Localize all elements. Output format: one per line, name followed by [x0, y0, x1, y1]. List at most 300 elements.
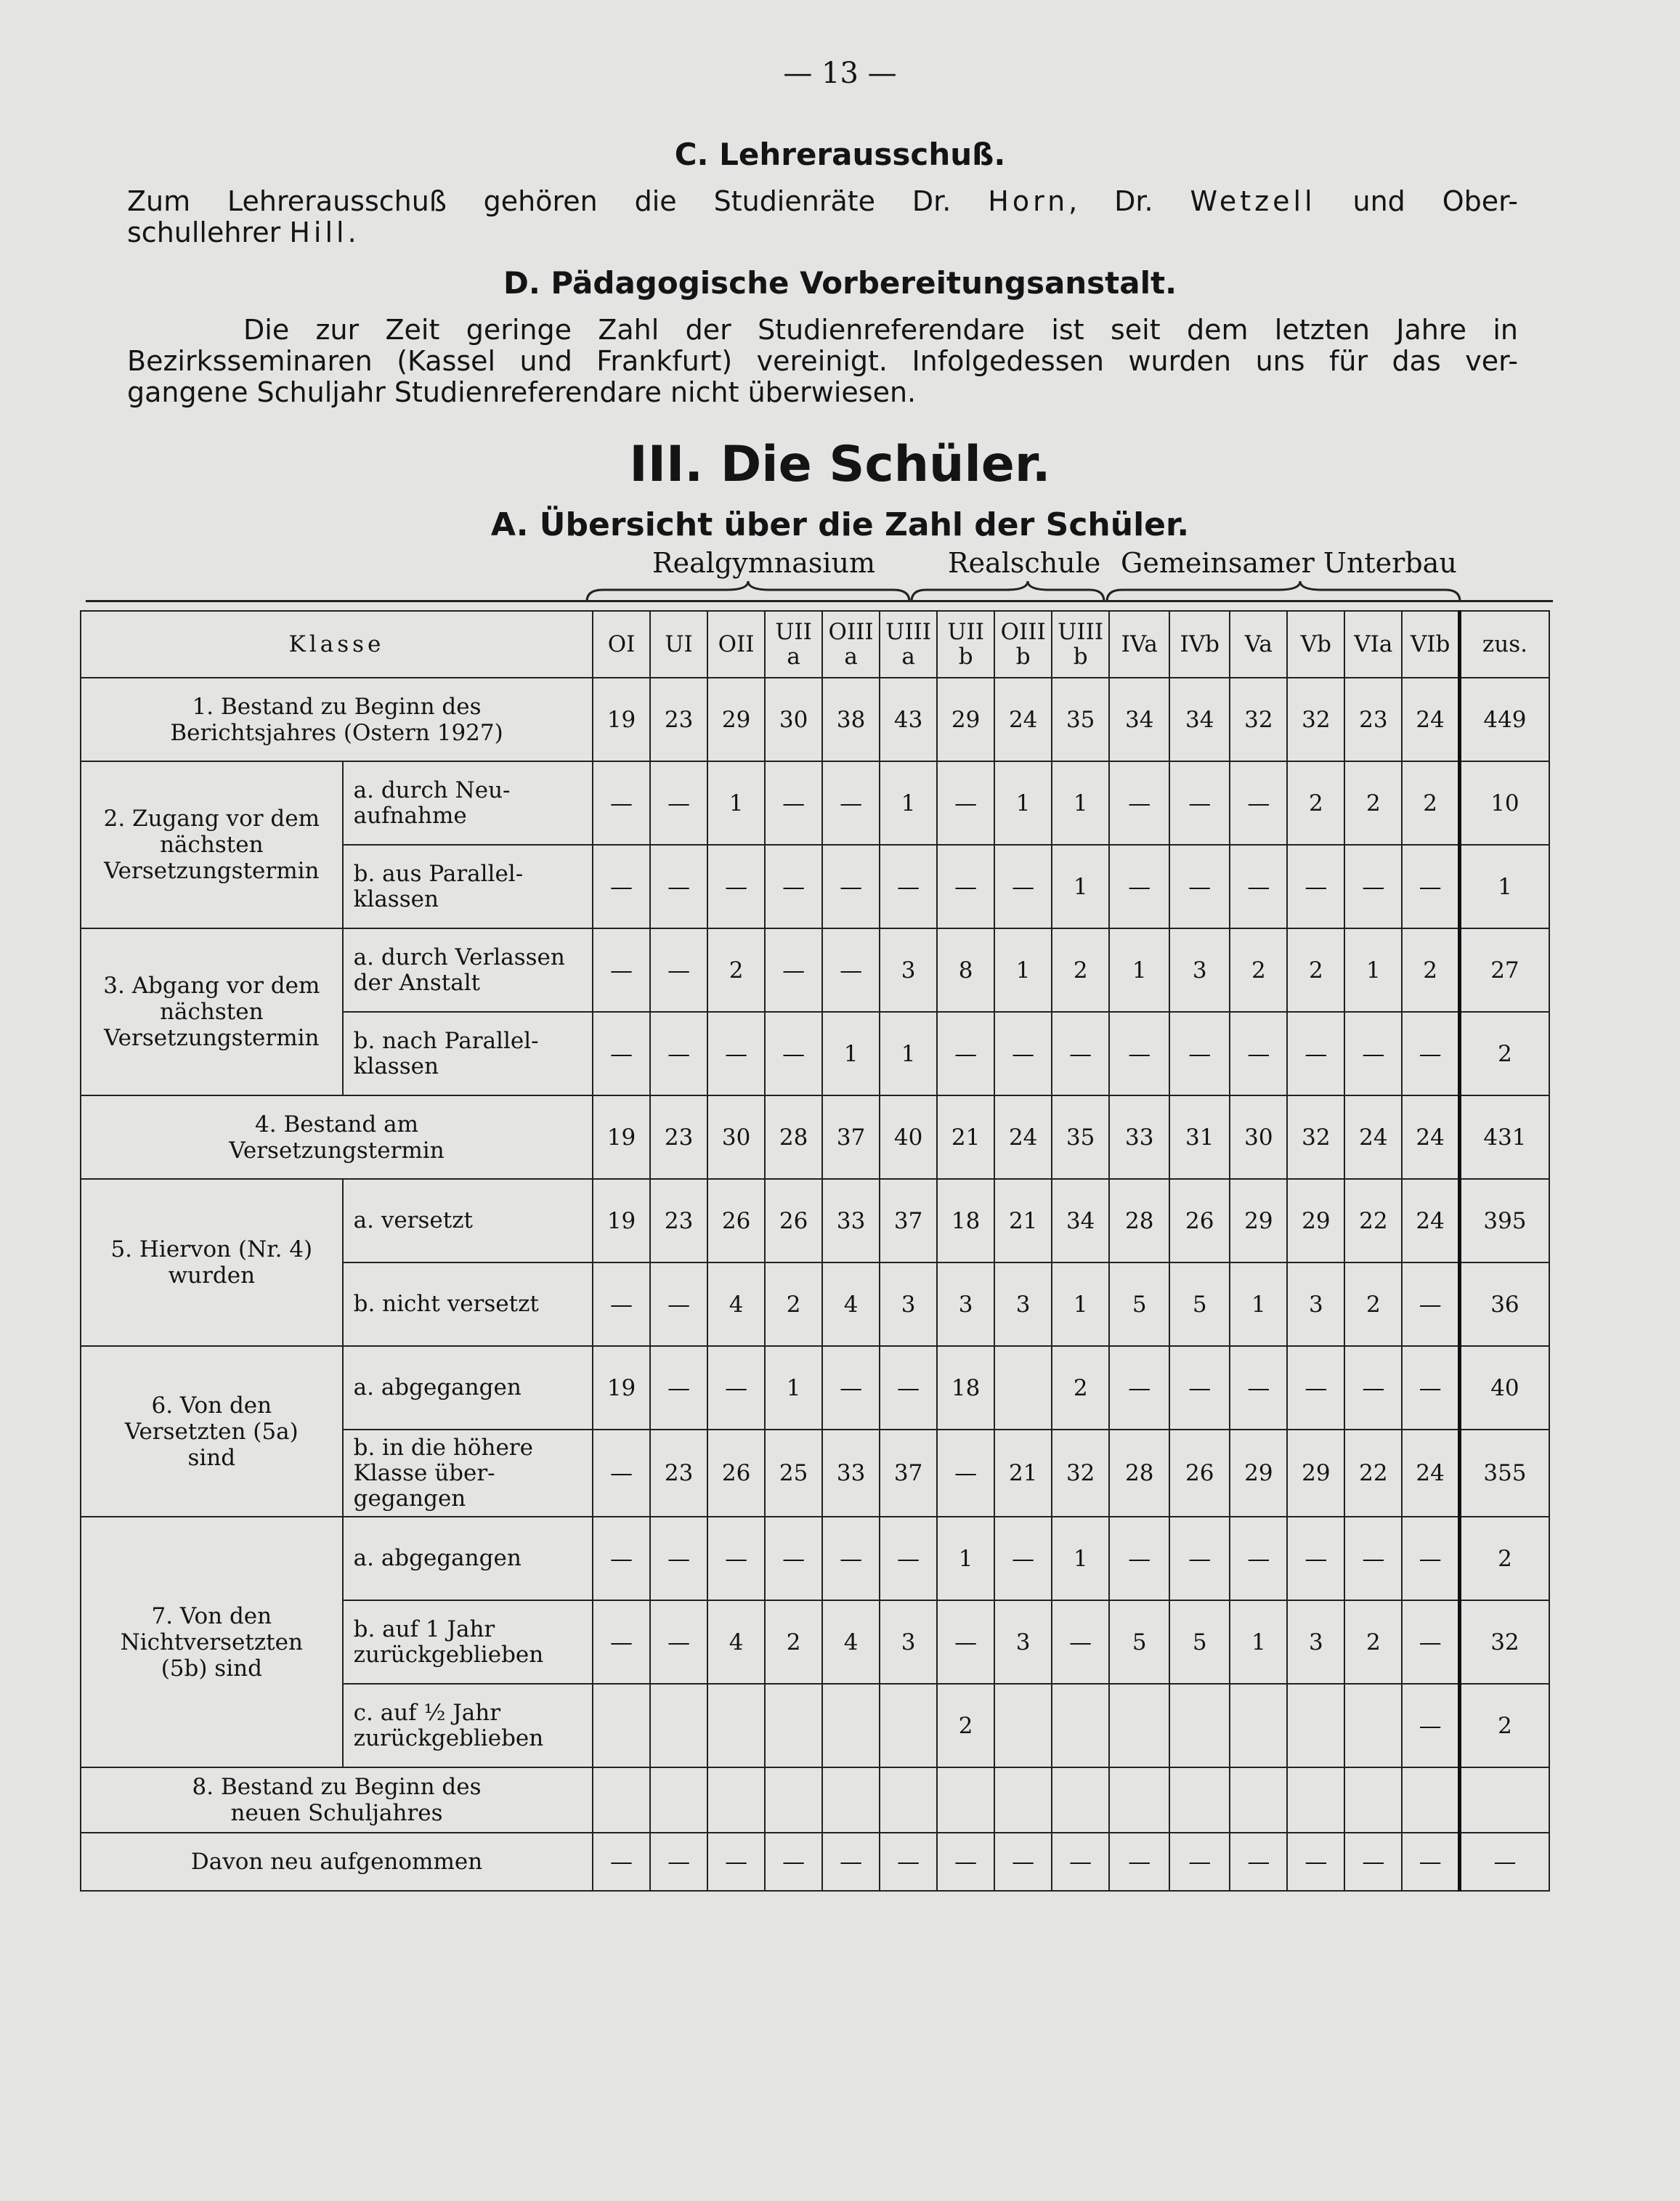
value-cell: 24 [994, 1095, 1052, 1179]
section-c-line-1: Zum Lehrerausschuß gehören die Studienräte Dr. Horn, Dr. Wetzell und Ober- [127, 185, 1519, 217]
value-cell: — [1109, 761, 1169, 845]
value-cell: 4 [822, 1262, 880, 1346]
value-cell: — [994, 1833, 1052, 1891]
value-cell: 3 [880, 1262, 937, 1346]
value-cell: — [937, 845, 994, 928]
row-label: 5. Hiervon (Nr. 4) wurden [81, 1179, 343, 1346]
value-cell: 1 [707, 761, 765, 845]
value-cell: 23 [1344, 678, 1402, 761]
row-label: 7. Von den Nichtversetzten (5b) sind [81, 1517, 343, 1767]
value-cell: 19 [593, 1346, 650, 1430]
value-cell: — [650, 1517, 707, 1600]
value-cell: 28 [765, 1095, 822, 1179]
value-cell: — [650, 1833, 707, 1891]
col-header: UIII a [880, 611, 937, 678]
value-cell: 1 [1052, 845, 1109, 928]
value-cell: 33 [822, 1430, 880, 1517]
value-cell [765, 1767, 822, 1833]
total-cell [1459, 1767, 1549, 1833]
value-cell: 21 [937, 1095, 994, 1179]
total-cell: 2 [1459, 1012, 1549, 1095]
value-cell: 2 [1287, 928, 1344, 1012]
col-header: OI [593, 611, 650, 678]
value-cell: 28 [1109, 1179, 1169, 1262]
value-cell: — [1230, 1012, 1287, 1095]
value-cell: 3 [1287, 1262, 1344, 1346]
value-cell: 28 [1109, 1430, 1169, 1517]
value-cell [1052, 1767, 1109, 1833]
value-cell: — [880, 1346, 937, 1430]
value-cell: — [1402, 845, 1459, 928]
value-cell: 4 [707, 1600, 765, 1684]
value-cell: 2 [1402, 761, 1459, 845]
value-cell [765, 1684, 822, 1767]
student-count-table [80, 610, 1550, 1892]
value-cell: 26 [707, 1179, 765, 1262]
value-cell: 3 [937, 1262, 994, 1346]
value-cell: — [650, 1600, 707, 1684]
value-cell: 5 [1169, 1600, 1230, 1684]
value-cell: 29 [937, 678, 994, 761]
col-header: OIII a [822, 611, 880, 678]
value-cell: — [707, 1346, 765, 1430]
value-cell: — [593, 1833, 650, 1891]
value-cell: 2 [1344, 1600, 1402, 1684]
value-cell: — [1169, 1012, 1230, 1095]
total-cell: 36 [1459, 1262, 1549, 1346]
value-cell: — [650, 1346, 707, 1430]
value-cell: — [937, 1012, 994, 1095]
value-cell: 1 [1230, 1600, 1287, 1684]
value-cell [1344, 1767, 1402, 1833]
value-cell: — [822, 1517, 880, 1600]
value-cell: 2 [707, 928, 765, 1012]
value-cell: — [1402, 1600, 1459, 1684]
row-label: 8. Bestand zu Beginn des neuen Schuljahres [81, 1767, 593, 1833]
value-cell: 29 [707, 678, 765, 761]
value-cell [593, 1684, 650, 1767]
row-sublabel: b. aus Parallel- klassen [343, 845, 593, 928]
value-cell: 2 [1402, 928, 1459, 1012]
value-cell: 3 [994, 1600, 1052, 1684]
total-cell: 355 [1459, 1430, 1549, 1517]
value-cell: — [707, 1517, 765, 1600]
value-cell: 1 [1052, 761, 1109, 845]
value-cell [880, 1767, 937, 1833]
row-sublabel: b. auf 1 Jahr zurückgeblieben [343, 1600, 593, 1684]
value-cell: 34 [1109, 678, 1169, 761]
total-cell: 1 [1459, 845, 1549, 928]
col-header: UIII b [1052, 611, 1109, 678]
row-sublabel: a. durch Verlassen der Anstalt [343, 928, 593, 1012]
value-cell: — [650, 1262, 707, 1346]
value-cell: — [593, 1262, 650, 1346]
value-cell: 23 [650, 1095, 707, 1179]
total-cell: — [1459, 1833, 1549, 1891]
value-cell: — [1402, 1346, 1459, 1430]
col-header: UII b [937, 611, 994, 678]
value-cell: 30 [765, 678, 822, 761]
value-cell [1287, 1684, 1344, 1767]
section-d-line-3: gangene Schuljahr Studienreferendare nicht überwiesen. [127, 376, 917, 408]
value-cell: 1 [1052, 1517, 1109, 1600]
value-cell: 1 [1344, 928, 1402, 1012]
value-cell: 18 [937, 1346, 994, 1430]
value-cell: 1 [1052, 1262, 1109, 1346]
col-header: Va [1230, 611, 1287, 678]
table-row [81, 928, 1549, 1012]
value-cell: 18 [937, 1179, 994, 1262]
value-cell [650, 1767, 707, 1833]
col-header: Vb [1287, 611, 1344, 678]
value-cell: — [1109, 1833, 1169, 1891]
value-cell: — [1287, 1833, 1344, 1891]
col-header: UI [650, 611, 707, 678]
value-cell: 19 [593, 1095, 650, 1179]
value-cell: — [707, 845, 765, 928]
value-cell: — [1287, 1517, 1344, 1600]
group-gemeinsamer-unterbau: Gemeinsamer Unterbau [1121, 547, 1457, 579]
table-row [81, 1517, 1549, 1600]
value-cell [1109, 1684, 1169, 1767]
value-cell: 19 [593, 1179, 650, 1262]
total-cell: 2 [1459, 1684, 1549, 1767]
value-cell: — [1344, 1346, 1402, 1430]
value-cell: 2 [1230, 928, 1287, 1012]
value-cell: — [1344, 1012, 1402, 1095]
table-row [81, 1095, 1549, 1179]
value-cell: 21 [994, 1179, 1052, 1262]
value-cell: 2 [1344, 1262, 1402, 1346]
row-sublabel: a. abgegangen [343, 1517, 593, 1600]
col-header: OIII b [994, 611, 1052, 678]
value-cell [994, 1767, 1052, 1833]
value-cell: — [994, 1012, 1052, 1095]
value-cell: — [765, 761, 822, 845]
value-cell: — [1052, 1600, 1109, 1684]
table-row [81, 1767, 1549, 1833]
value-cell: — [1344, 845, 1402, 928]
col-header: UII a [765, 611, 822, 678]
value-cell: 33 [822, 1179, 880, 1262]
row-label: 1. Bestand zu Beginn des Berichtsjahres (Ostern 1927) [81, 678, 593, 761]
value-cell [593, 1767, 650, 1833]
value-cell: 3 [994, 1262, 1052, 1346]
value-cell: — [765, 845, 822, 928]
value-cell: — [650, 761, 707, 845]
value-cell: 23 [650, 678, 707, 761]
value-cell: 22 [1344, 1179, 1402, 1262]
value-cell: 29 [1287, 1430, 1344, 1517]
value-cell: — [937, 761, 994, 845]
value-cell: — [1230, 761, 1287, 845]
row-label: Davon neu aufgenommen [81, 1833, 593, 1891]
value-cell: 37 [880, 1430, 937, 1517]
table-row [81, 1179, 1549, 1262]
value-cell: 24 [1402, 1095, 1459, 1179]
value-cell: 43 [880, 678, 937, 761]
value-cell [1287, 1767, 1344, 1833]
value-cell: 1 [994, 928, 1052, 1012]
value-cell [994, 1346, 1052, 1430]
value-cell [707, 1767, 765, 1833]
total-cell: 449 [1459, 678, 1549, 761]
value-cell: 1 [937, 1517, 994, 1600]
value-cell: 19 [593, 678, 650, 761]
value-cell: 2 [937, 1684, 994, 1767]
value-cell: 32 [1230, 678, 1287, 761]
value-cell: — [593, 1012, 650, 1095]
total-cell: 40 [1459, 1346, 1549, 1430]
value-cell: 29 [1230, 1430, 1287, 1517]
row-label: 3. Abgang vor dem nächsten Versetzungstermin [81, 928, 343, 1095]
row-sublabel: a. versetzt [343, 1179, 593, 1262]
value-cell: — [1402, 1833, 1459, 1891]
row-label: 6. Von den Versetzten (5a) sind [81, 1346, 343, 1517]
value-cell: — [994, 1517, 1052, 1600]
value-cell: — [994, 845, 1052, 928]
section-c-heading: C. Lehrerausschuß. [674, 137, 1006, 172]
table-row [81, 1346, 1549, 1430]
col-header: VIb [1402, 611, 1459, 678]
value-cell [650, 1684, 707, 1767]
value-cell: 32 [1287, 1095, 1344, 1179]
value-cell: 26 [765, 1179, 822, 1262]
value-cell: 34 [1169, 678, 1230, 761]
row-sublabel: b. nach Parallel- klassen [343, 1012, 593, 1095]
value-cell: 3 [1169, 928, 1230, 1012]
section-c-line-2: schullehrer Hill. [127, 216, 357, 248]
value-cell: — [593, 1430, 650, 1517]
value-cell: 33 [1109, 1095, 1169, 1179]
value-cell: 26 [707, 1430, 765, 1517]
value-cell: — [937, 1833, 994, 1891]
value-cell: — [880, 1833, 937, 1891]
row-sublabel: b. in die höhere Klasse über- gegangen [343, 1430, 593, 1517]
value-cell: — [822, 845, 880, 928]
table-row [81, 761, 1549, 845]
total-cell: 10 [1459, 761, 1549, 845]
value-cell: 37 [880, 1179, 937, 1262]
value-cell: 30 [1230, 1095, 1287, 1179]
value-cell: — [822, 928, 880, 1012]
value-cell: 5 [1109, 1600, 1169, 1684]
value-cell: 4 [822, 1600, 880, 1684]
value-cell: 5 [1109, 1262, 1169, 1346]
value-cell: 22 [1344, 1430, 1402, 1517]
table-row [81, 1833, 1549, 1891]
value-cell [822, 1767, 880, 1833]
value-cell: 24 [1402, 1179, 1459, 1262]
table-row [81, 678, 1549, 761]
value-cell: — [1052, 1012, 1109, 1095]
value-cell: — [1230, 845, 1287, 928]
value-cell: — [765, 928, 822, 1012]
value-cell: — [822, 1346, 880, 1430]
value-cell: — [593, 928, 650, 1012]
value-cell: — [650, 928, 707, 1012]
col-header: VIa [1344, 611, 1402, 678]
value-cell: 1 [880, 1012, 937, 1095]
value-cell: 24 [994, 678, 1052, 761]
value-cell [1230, 1684, 1287, 1767]
value-cell: 37 [822, 1095, 880, 1179]
value-cell: 30 [707, 1095, 765, 1179]
value-cell [1169, 1684, 1230, 1767]
value-cell: 3 [880, 928, 937, 1012]
total-cell: 395 [1459, 1179, 1549, 1262]
value-cell: — [650, 845, 707, 928]
value-cell: 3 [1287, 1600, 1344, 1684]
value-cell: — [880, 1517, 937, 1600]
col-header: IVa [1109, 611, 1169, 678]
value-cell: 35 [1052, 678, 1109, 761]
value-cell: 35 [1052, 1095, 1109, 1179]
value-cell: — [1230, 1833, 1287, 1891]
value-cell: 2 [1052, 928, 1109, 1012]
value-cell: 24 [1402, 1430, 1459, 1517]
value-cell: — [1169, 1517, 1230, 1600]
section-d-heading: D. Pädagogische Vorbereitungsanstalt. [503, 265, 1177, 301]
value-cell: — [1169, 1833, 1230, 1891]
total-cell: 32 [1459, 1600, 1549, 1684]
value-cell: — [1169, 845, 1230, 928]
value-cell: — [937, 1600, 994, 1684]
value-cell [707, 1684, 765, 1767]
value-cell [822, 1684, 880, 1767]
col-header-total: zus. [1459, 611, 1549, 678]
value-cell: — [593, 761, 650, 845]
value-cell: 38 [822, 678, 880, 761]
value-cell: — [765, 1517, 822, 1600]
section-d-line-2: Bezirksseminaren (Kassel und Frankfurt) vereinigt. Infolgedessen wurden uns für das ver- [127, 345, 1518, 377]
value-cell: — [765, 1012, 822, 1095]
table-title: A. Übersicht über die Zahl der Schüler. [490, 506, 1190, 543]
value-cell: 26 [1169, 1179, 1230, 1262]
value-cell: 1 [994, 761, 1052, 845]
value-cell: 1 [822, 1012, 880, 1095]
bracket-unterbau [1107, 581, 1460, 601]
value-cell: 21 [994, 1430, 1052, 1517]
value-cell: — [1052, 1833, 1109, 1891]
value-cell: 2 [1052, 1346, 1109, 1430]
col-header: IVb [1169, 611, 1230, 678]
value-cell: — [707, 1012, 765, 1095]
value-cell [994, 1684, 1052, 1767]
value-cell: — [880, 845, 937, 928]
value-cell: — [1402, 1012, 1459, 1095]
value-cell: — [1169, 761, 1230, 845]
value-cell [1402, 1767, 1459, 1833]
row-sublabel: b. nicht versetzt [343, 1262, 593, 1346]
group-realschule: Realschule [948, 547, 1101, 579]
value-cell: — [1344, 1517, 1402, 1600]
section-d-line-1: Die zur Zeit geringe Zahl der Studienreferendare ist seit dem letzten Jahre in [243, 314, 1518, 346]
value-cell [1052, 1684, 1109, 1767]
value-cell: — [822, 1833, 880, 1891]
row-label: 2. Zugang vor dem nächsten Versetzungstermin [81, 761, 343, 928]
row-sublabel: a. abgegangen [343, 1346, 593, 1430]
value-cell: — [822, 761, 880, 845]
bracket-realgymnasium [587, 581, 909, 601]
row-sublabel: a. durch Neu- aufnahme [343, 761, 593, 845]
value-cell: 26 [1169, 1430, 1230, 1517]
page-number: — 13 — [783, 57, 897, 90]
value-cell: 1 [880, 761, 937, 845]
value-cell: 34 [1052, 1179, 1109, 1262]
bracket-realschule [912, 581, 1104, 601]
value-cell: 5 [1169, 1262, 1230, 1346]
value-cell: — [1402, 1684, 1459, 1767]
value-cell: — [1287, 1346, 1344, 1430]
value-cell: — [1230, 1517, 1287, 1600]
col-header: OII [707, 611, 765, 678]
value-cell: — [1109, 845, 1169, 928]
value-cell [1169, 1767, 1230, 1833]
value-cell: — [593, 1517, 650, 1600]
value-cell: 4 [707, 1262, 765, 1346]
value-cell: 2 [1344, 761, 1402, 845]
chapter-title: III. Die Schüler. [629, 436, 1051, 493]
value-cell: — [593, 845, 650, 928]
value-cell [1109, 1767, 1169, 1833]
value-cell: — [1287, 1012, 1344, 1095]
value-cell: 32 [1287, 678, 1344, 761]
value-cell: 25 [765, 1430, 822, 1517]
value-cell: 24 [1402, 678, 1459, 761]
row-label: 4. Bestand am Versetzungstermin [81, 1095, 593, 1179]
value-cell: 23 [650, 1430, 707, 1517]
total-cell: 2 [1459, 1517, 1549, 1600]
klasse-header: Klasse [81, 611, 593, 678]
value-cell: 29 [1230, 1179, 1287, 1262]
value-cell: 29 [1287, 1179, 1344, 1262]
value-cell: — [650, 1012, 707, 1095]
value-cell: 24 [1344, 1095, 1402, 1179]
value-cell [1230, 1767, 1287, 1833]
value-cell: — [1109, 1346, 1169, 1430]
value-cell: — [1169, 1346, 1230, 1430]
value-cell: 1 [1109, 928, 1169, 1012]
value-cell: — [1109, 1012, 1169, 1095]
value-cell: — [1402, 1517, 1459, 1600]
value-cell: — [765, 1833, 822, 1891]
value-cell: 2 [765, 1262, 822, 1346]
value-cell: — [1402, 1262, 1459, 1346]
value-cell: 40 [880, 1095, 937, 1179]
value-cell [880, 1684, 937, 1767]
table-top-rule [86, 600, 1553, 602]
value-cell [1344, 1684, 1402, 1767]
value-cell: — [1109, 1517, 1169, 1600]
value-cell: 3 [880, 1600, 937, 1684]
value-cell: 2 [765, 1600, 822, 1684]
value-cell: — [593, 1600, 650, 1684]
value-cell: 32 [1052, 1430, 1109, 1517]
value-cell [937, 1767, 994, 1833]
value-cell: 1 [1230, 1262, 1287, 1346]
value-cell: 31 [1169, 1095, 1230, 1179]
total-cell: 431 [1459, 1095, 1549, 1179]
value-cell: — [1230, 1346, 1287, 1430]
value-cell: 1 [765, 1346, 822, 1430]
total-cell: 27 [1459, 928, 1549, 1012]
value-cell: 23 [650, 1179, 707, 1262]
value-cell: — [937, 1430, 994, 1517]
row-sublabel: c. auf ½ Jahr zurückgeblieben [343, 1684, 593, 1767]
value-cell: — [707, 1833, 765, 1891]
group-realgymnasium: Realgymnasium [652, 547, 876, 579]
